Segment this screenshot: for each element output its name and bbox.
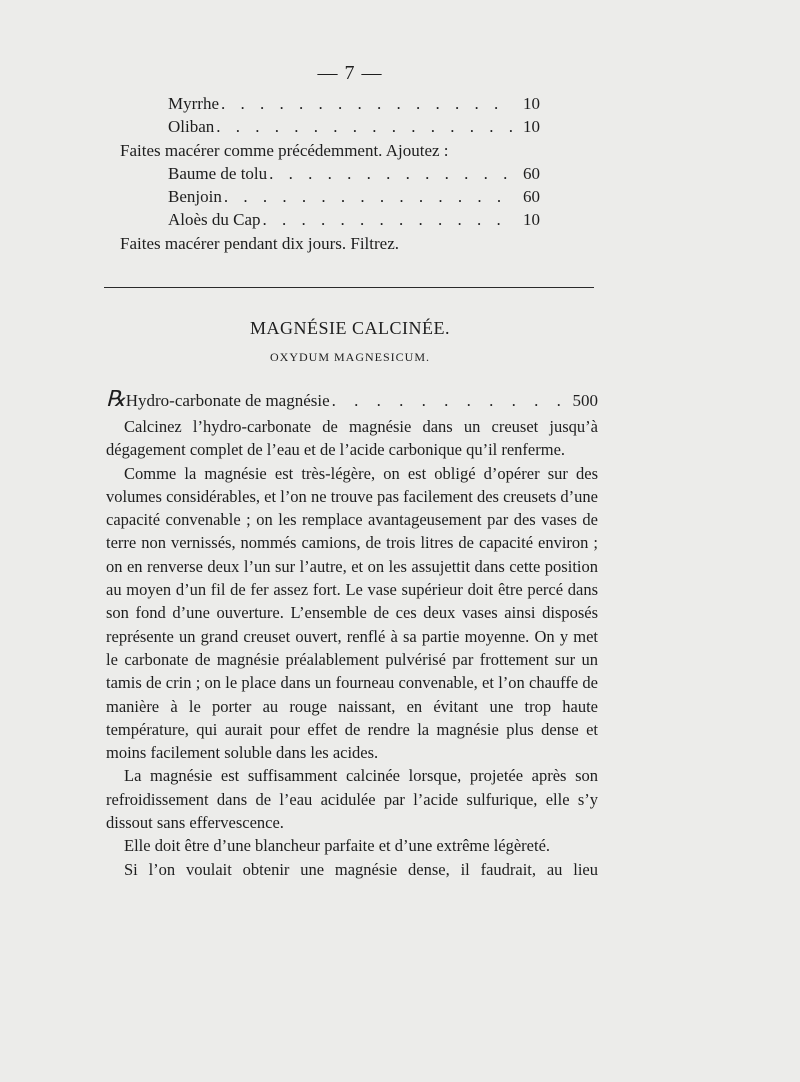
leader-dots <box>221 92 512 115</box>
ingredient-name: Myrrhe <box>168 94 219 113</box>
paragraph: Comme la magnésie est très-légère, on est obligé d’opérer sur des volumes considérables, et l’on ne trouve pas facilement des creusets d’une capacité convenable ; on les remplace avantageusement par des vases de terre non vernissés, nommés camions, de trois litres de capacité environ ; on en renverse deux l’un sur l’autre, et on les assujettit dans cette position au moyen d’un fil de fer assez fort. Le vase supérieur doit être percé dans son fond d’une ouverture. L’ensemble de ces deux vases ainsi disposés représente un grand creuset ouvert, renflé à sa partie moyenne. On y met le carbonate de magnésie préalablement pulvérisé par frottement sur un tamis de crin ; on le place dans un fourneau convenable, et l’on chauffe de manière à le porter au rouge naissant, en évitant une trop haute température, qui aurait pour effet de rendre la magnésie plus dense et moins facilement soluble dans les acides. <box>106 463 598 763</box>
paragraph: Si l’on voulait obtenir une magnésie dense, il faudrait, au lieu <box>124 859 598 879</box>
instruction-line <box>120 139 540 162</box>
ingredient-qty: 10 <box>523 210 540 230</box>
ingredient-row <box>120 115 540 138</box>
paragraph: Calcinez l’hydro-carbonate de magnésie dans un creuset jusqu’à dégagement complet de l’eau et de l’acide carbonique qu’il renferme. <box>106 417 598 460</box>
recipe-qty: 500 <box>572 391 598 410</box>
ingredient-name: Oliban <box>168 117 215 137</box>
recipe-item: Hydro-carbonate de magnésie <box>125 391 330 410</box>
recipe-symbol-icon: ℞ <box>106 386 126 411</box>
section-divider <box>104 287 594 288</box>
recipe-line <box>106 386 598 412</box>
paragraph: La magnésie est suffisamment calcinée lorsque, projetée après son refroidissement dans de l’eau acidulée par l’acide sulfurique, elle s’y dissout sans effervescence. <box>106 766 598 833</box>
leader-dots <box>332 391 567 411</box>
ingredient-row <box>120 162 540 185</box>
ingredient-row <box>120 208 540 231</box>
section-title: MAGNÉSIE CALCINÉE. <box>250 318 450 338</box>
ingredient-name: Baume de tolu <box>168 163 268 183</box>
leader-dots <box>269 162 512 185</box>
ingredient-name: Aloès du Cap <box>168 210 261 230</box>
page-number: — 7 — <box>317 62 383 84</box>
section-subtitle: OXYDUM MAGNESICUM. <box>269 350 430 364</box>
instruction-line <box>120 232 540 255</box>
ingredient-qty: 60 <box>523 187 540 207</box>
leader-dots <box>263 208 512 231</box>
ingredient-row <box>120 92 540 115</box>
instruction-text: Faites macérer comme précédemment. Ajoutez : <box>120 140 449 160</box>
ingredient-qty: 10 <box>523 117 540 137</box>
body-text <box>106 415 598 881</box>
ingredient-qty: 10 <box>523 94 540 113</box>
ingredient-row <box>120 185 540 208</box>
instruction-text: Faites macérer pendant dix jours. Filtrez. <box>120 233 399 253</box>
ingredient-name: Benjoin <box>168 187 222 207</box>
paragraph: Elle doit être d’une blancheur parfaite et d’une extrême légèreté. <box>124 836 551 856</box>
ingredient-qty: 60 <box>523 163 540 183</box>
leader-dots <box>216 115 512 138</box>
ingredient-list <box>120 92 540 255</box>
leader-dots <box>224 185 512 208</box>
